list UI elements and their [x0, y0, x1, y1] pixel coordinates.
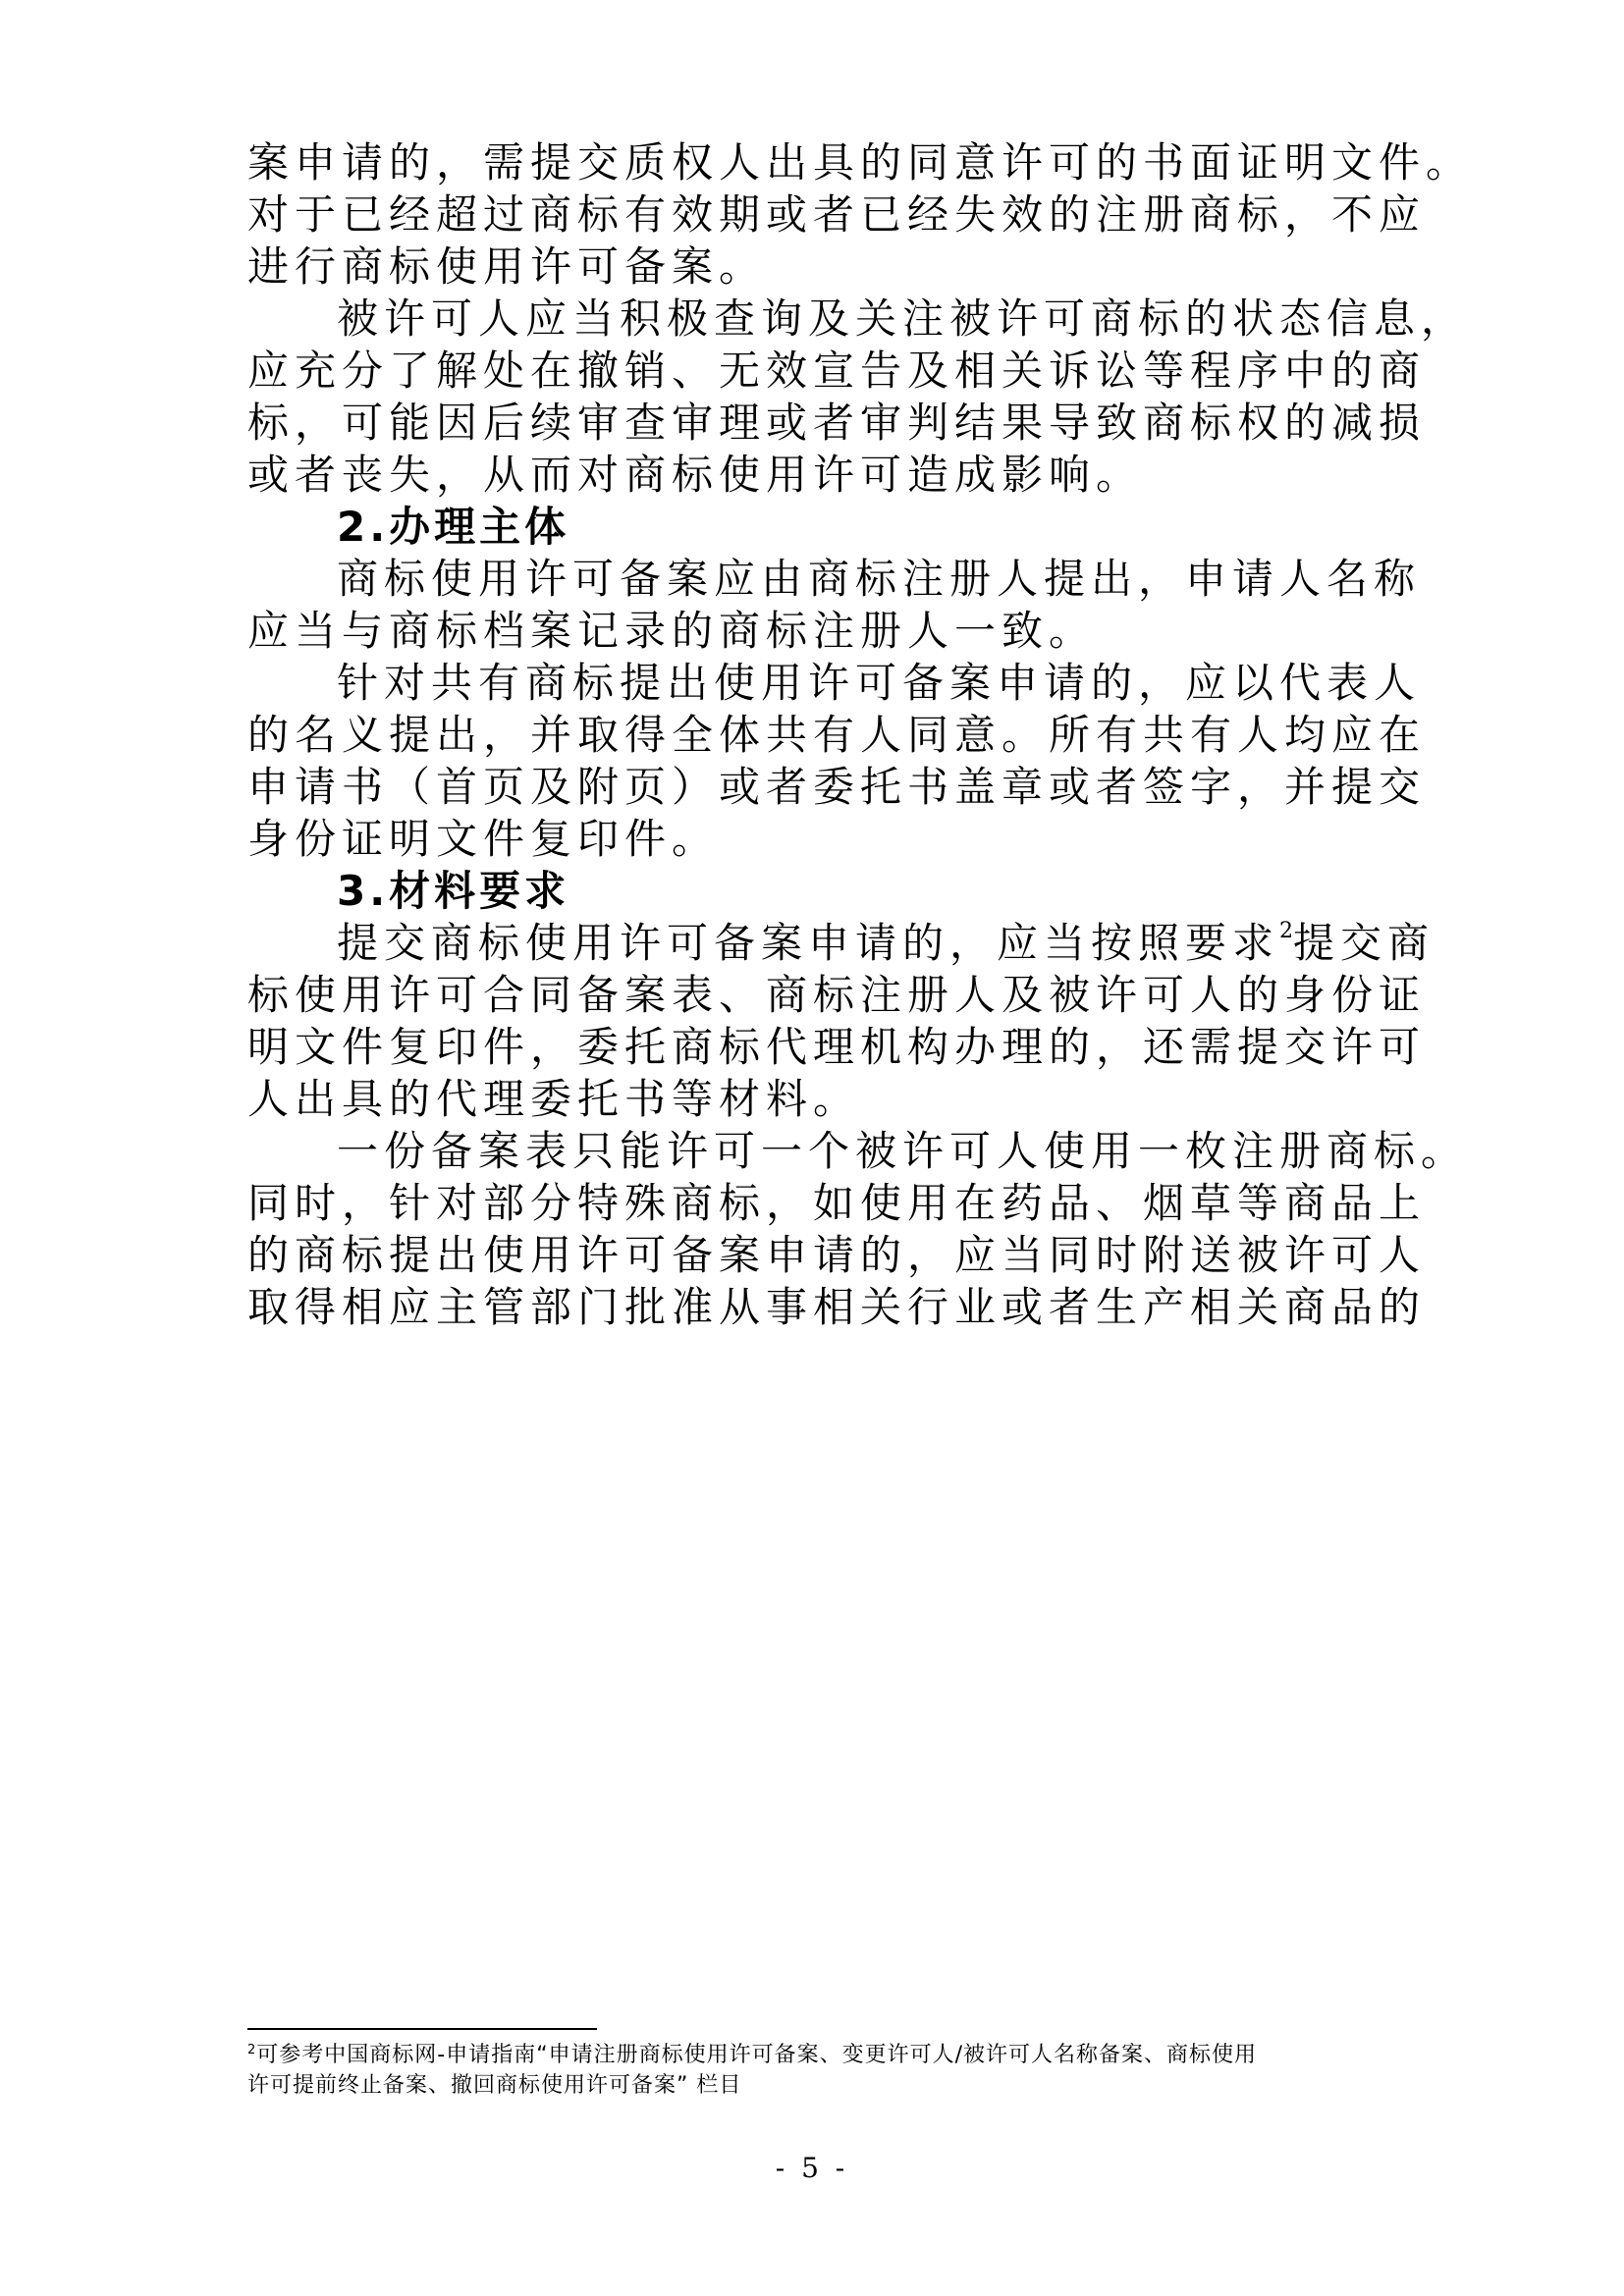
- paragraph-line: 案申请的，需提交质权人出具的同意许可的书面证明文件。: [247, 138, 1474, 187]
- footnote-line: 可参考中国商标网-申请指南“申请注册商标使用许可备案、变更许可人/被许可人名称备案、商标使用: [256, 2043, 1258, 2067]
- paragraph-line: 身份证明文件复印件。: [247, 815, 720, 863]
- paragraph-line-with-footnote: [337, 914, 1435, 973]
- footnote-line: 许可提前终止备案、撤回商标使用许可备案” 栏目: [247, 2073, 742, 2098]
- page-number: - 5 -: [775, 2152, 849, 2184]
- paragraph-line: 的商标提出使用许可备案申请的，应当同时附送被许可人: [247, 1231, 1427, 1279]
- paragraph-line: 申请书（首页及附页）或者委托书盖章或者签字，并提交: [247, 763, 1427, 811]
- section-heading: 2.办理主体: [337, 503, 570, 551]
- paragraph-line: 商标使用许可备案应由商标注册人提出，申请人名称: [337, 555, 1422, 603]
- paragraph-line: 被许可人应当积极查询及关注被许可商标的状态信息，: [337, 294, 1469, 343]
- paragraph-text: 提交商标使用许可备案申请的，应当按照要求: [337, 919, 1280, 967]
- paragraph-line: 的名义提出，并取得全体共有人同意。所有共有人均应在: [247, 711, 1427, 759]
- section-heading: 3.材料要求: [337, 867, 570, 915]
- paragraph-line: 进行商标使用许可备案。: [247, 242, 767, 291]
- paragraph-line: 取得相应主管部门批准从事相关行业或者生产相关商品的: [247, 1283, 1427, 1331]
- paragraph-line: 标，可能因后续审查审理或者审判结果导致商标权的减损: [247, 399, 1427, 447]
- paragraph-line: 或者丧失，从而对商标使用许可造成影响。: [247, 451, 1144, 499]
- paragraph-line: 针对共有商标提出使用许可备案申请的，应以代表人: [337, 659, 1422, 707]
- paragraph-line: 应当与商标档案记录的商标注册人一致。: [247, 607, 1097, 655]
- footnote-marker: 2: [247, 2043, 257, 2057]
- paragraph-line: 一份备案表只能许可一个被许可人使用一枚注册商标。: [337, 1127, 1469, 1175]
- footnote-reference[interactable]: 2: [1279, 919, 1294, 943]
- paragraph-line: 同时，针对部分特殊商标，如使用在药品、烟草等商品上: [247, 1179, 1427, 1227]
- footnote-text: [247, 2041, 1379, 2070]
- paragraph-line: 明文件复印件，委托商标代理机构办理的，还需提交许可: [247, 1023, 1427, 1071]
- paragraph-line: 应充分了解处在撤销、无效宣告及相关诉讼等程序中的商: [247, 347, 1427, 395]
- paragraph-line: 标使用许可合同备案表、商标注册人及被许可人的身份证: [247, 971, 1427, 1019]
- paragraph-line: 对于已经超过商标有效期或者已经失效的注册商标，不应: [247, 190, 1427, 239]
- footnote-separator: [247, 2028, 597, 2030]
- paragraph-text: 提交商: [1293, 919, 1435, 967]
- paragraph-line: 人出具的代理委托书等材料。: [247, 1075, 861, 1123]
